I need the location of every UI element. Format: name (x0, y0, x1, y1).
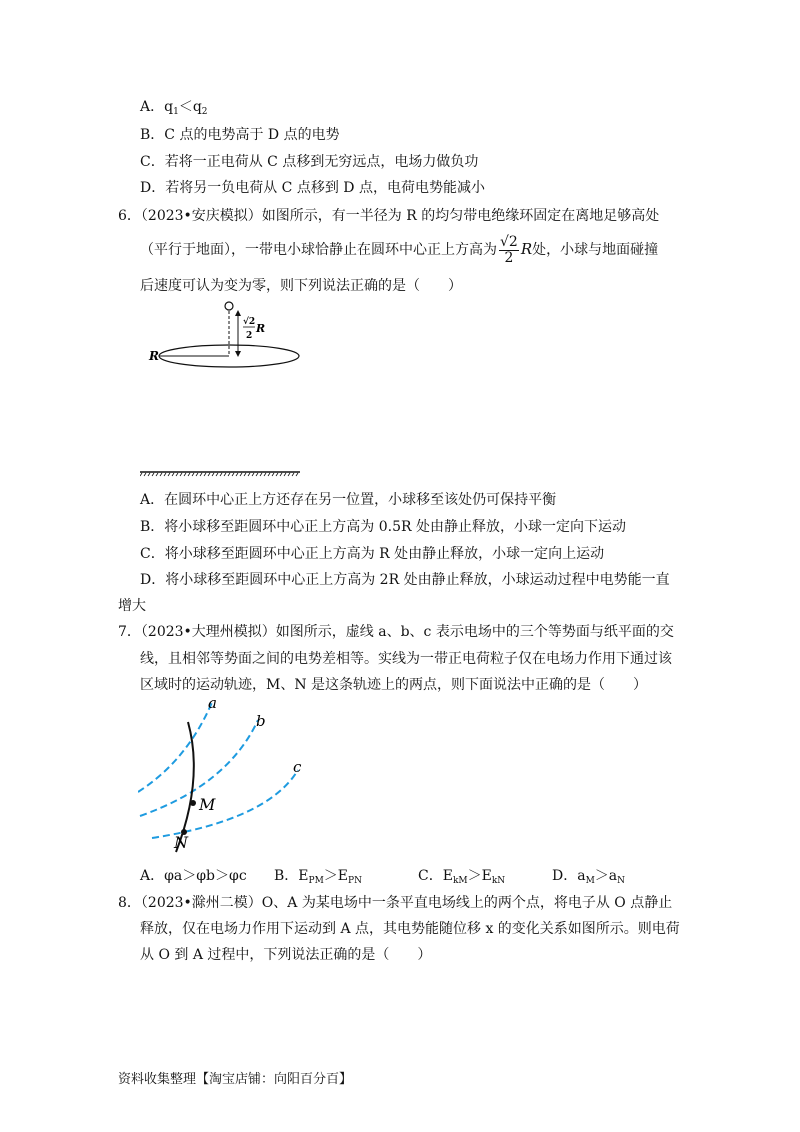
svg-text:a: a (208, 694, 217, 712)
q5-option-c: C．若将一正电荷从 C 点移到无穷远点，电场力做负功 (140, 154, 479, 170)
q6-option-b: B．将小球移至距圆环中心正上方高为 0.5R 处由静止释放，小球一定向下运动 (140, 519, 626, 535)
q6-option-a: A．在圆环中心正上方还存在另一位置，小球移至该处仍可保持平衡 (140, 492, 557, 508)
q6-stem-line2: （平行于地面），一带电小球恰静止在圆环中心正上方高为 $\frac{√2}{2}$ R处，小球与地面碰撞 (140, 233, 659, 266)
q7-option-b: B．$E_{PM}>E_{PN}$ (274, 868, 362, 886)
q7-stem-line1: 7．（2023•大理州模拟）如图所示，虚线 a、b、c 表示电场中的三个等势面与纸平面的交 (118, 624, 674, 640)
equipotential-a (138, 700, 213, 792)
point-M (190, 800, 196, 806)
q7-equipotential-figure (138, 690, 318, 860)
q6-option-c: C．将小球移至距圆环中心正上方高为 R 处由静止释放，小球一定向上运动 (140, 546, 605, 562)
footer-source: 资料收集整理【淘宝店铺：向阳百分百】 (118, 1072, 353, 1087)
q6-option-d-continuation: 增大 (118, 598, 146, 614)
ring-label-R: R (149, 349, 159, 363)
q6-option-d: D．将小球移至距圆环中心正上方高为 2R 处由静止释放，小球运动过程中电势能一直 (140, 572, 670, 588)
q7-option-c: C．$E_{kM}>E_{kN}$ (418, 868, 506, 886)
ball (225, 302, 233, 310)
q7-stem-line3: 区域时的运动轨迹，M、N 是这条轨迹上的两点，则下面说法中正确的是（ ） (140, 677, 648, 693)
svg-text:b: b (256, 712, 266, 730)
q7-option-d: D．$a_M>a_N$ (552, 868, 626, 886)
svg-text:√2: √2 (243, 317, 256, 327)
ground (140, 470, 300, 480)
q6-stem-line3: 后速度可认为变为零，则下列说法正确的是（ ） (140, 278, 462, 294)
q5-option-d: D．若将另一负电荷从 C 点移到 D 点，电荷电势能减小 (140, 180, 485, 196)
q5-option-b: B．C 点的电势高于 D 点的电势 (140, 127, 340, 143)
q8-stem-line2: 释放，仅在电场力作用下运动到 A 点，其电势能随位移 x 的变化关系如图所示。则电荷 (140, 921, 680, 937)
q8-stem-line1: 8．（2023•滁州二模）O、A 为某电场中一条平直电场线上的两个点，将电子从 O 点静止 (118, 895, 673, 911)
q6-fraction: $\frac{√2}{2}$ (500, 233, 518, 266)
q8-stem-line3: 从 O 到 A 过程中，下列说法正确的是（ ） (140, 947, 432, 963)
svg-text:R: R (256, 322, 266, 335)
svg-text:2: 2 (246, 331, 253, 341)
q7-option-a: A．φa＞φb＞φc (140, 868, 247, 884)
svg-text:c: c (293, 758, 302, 776)
svg-text:N: N (174, 833, 188, 852)
q5-option-a: A．$q_1<q_2$ (140, 99, 208, 117)
equipotential-c (152, 770, 298, 838)
q6-stem-line1: 6．（2023•安庆模拟）如图所示，有一半径为 R 的均匀带电绝缘环固定在离地足够高处 (118, 208, 660, 224)
q7-stem-line2: 线，且相邻等势面之间的电势差相等。实线为一带正电荷粒子仅在电场力作用下通过该 (140, 651, 672, 667)
svg-text:M: M (199, 795, 216, 814)
q6-ring-figure (140, 296, 310, 376)
